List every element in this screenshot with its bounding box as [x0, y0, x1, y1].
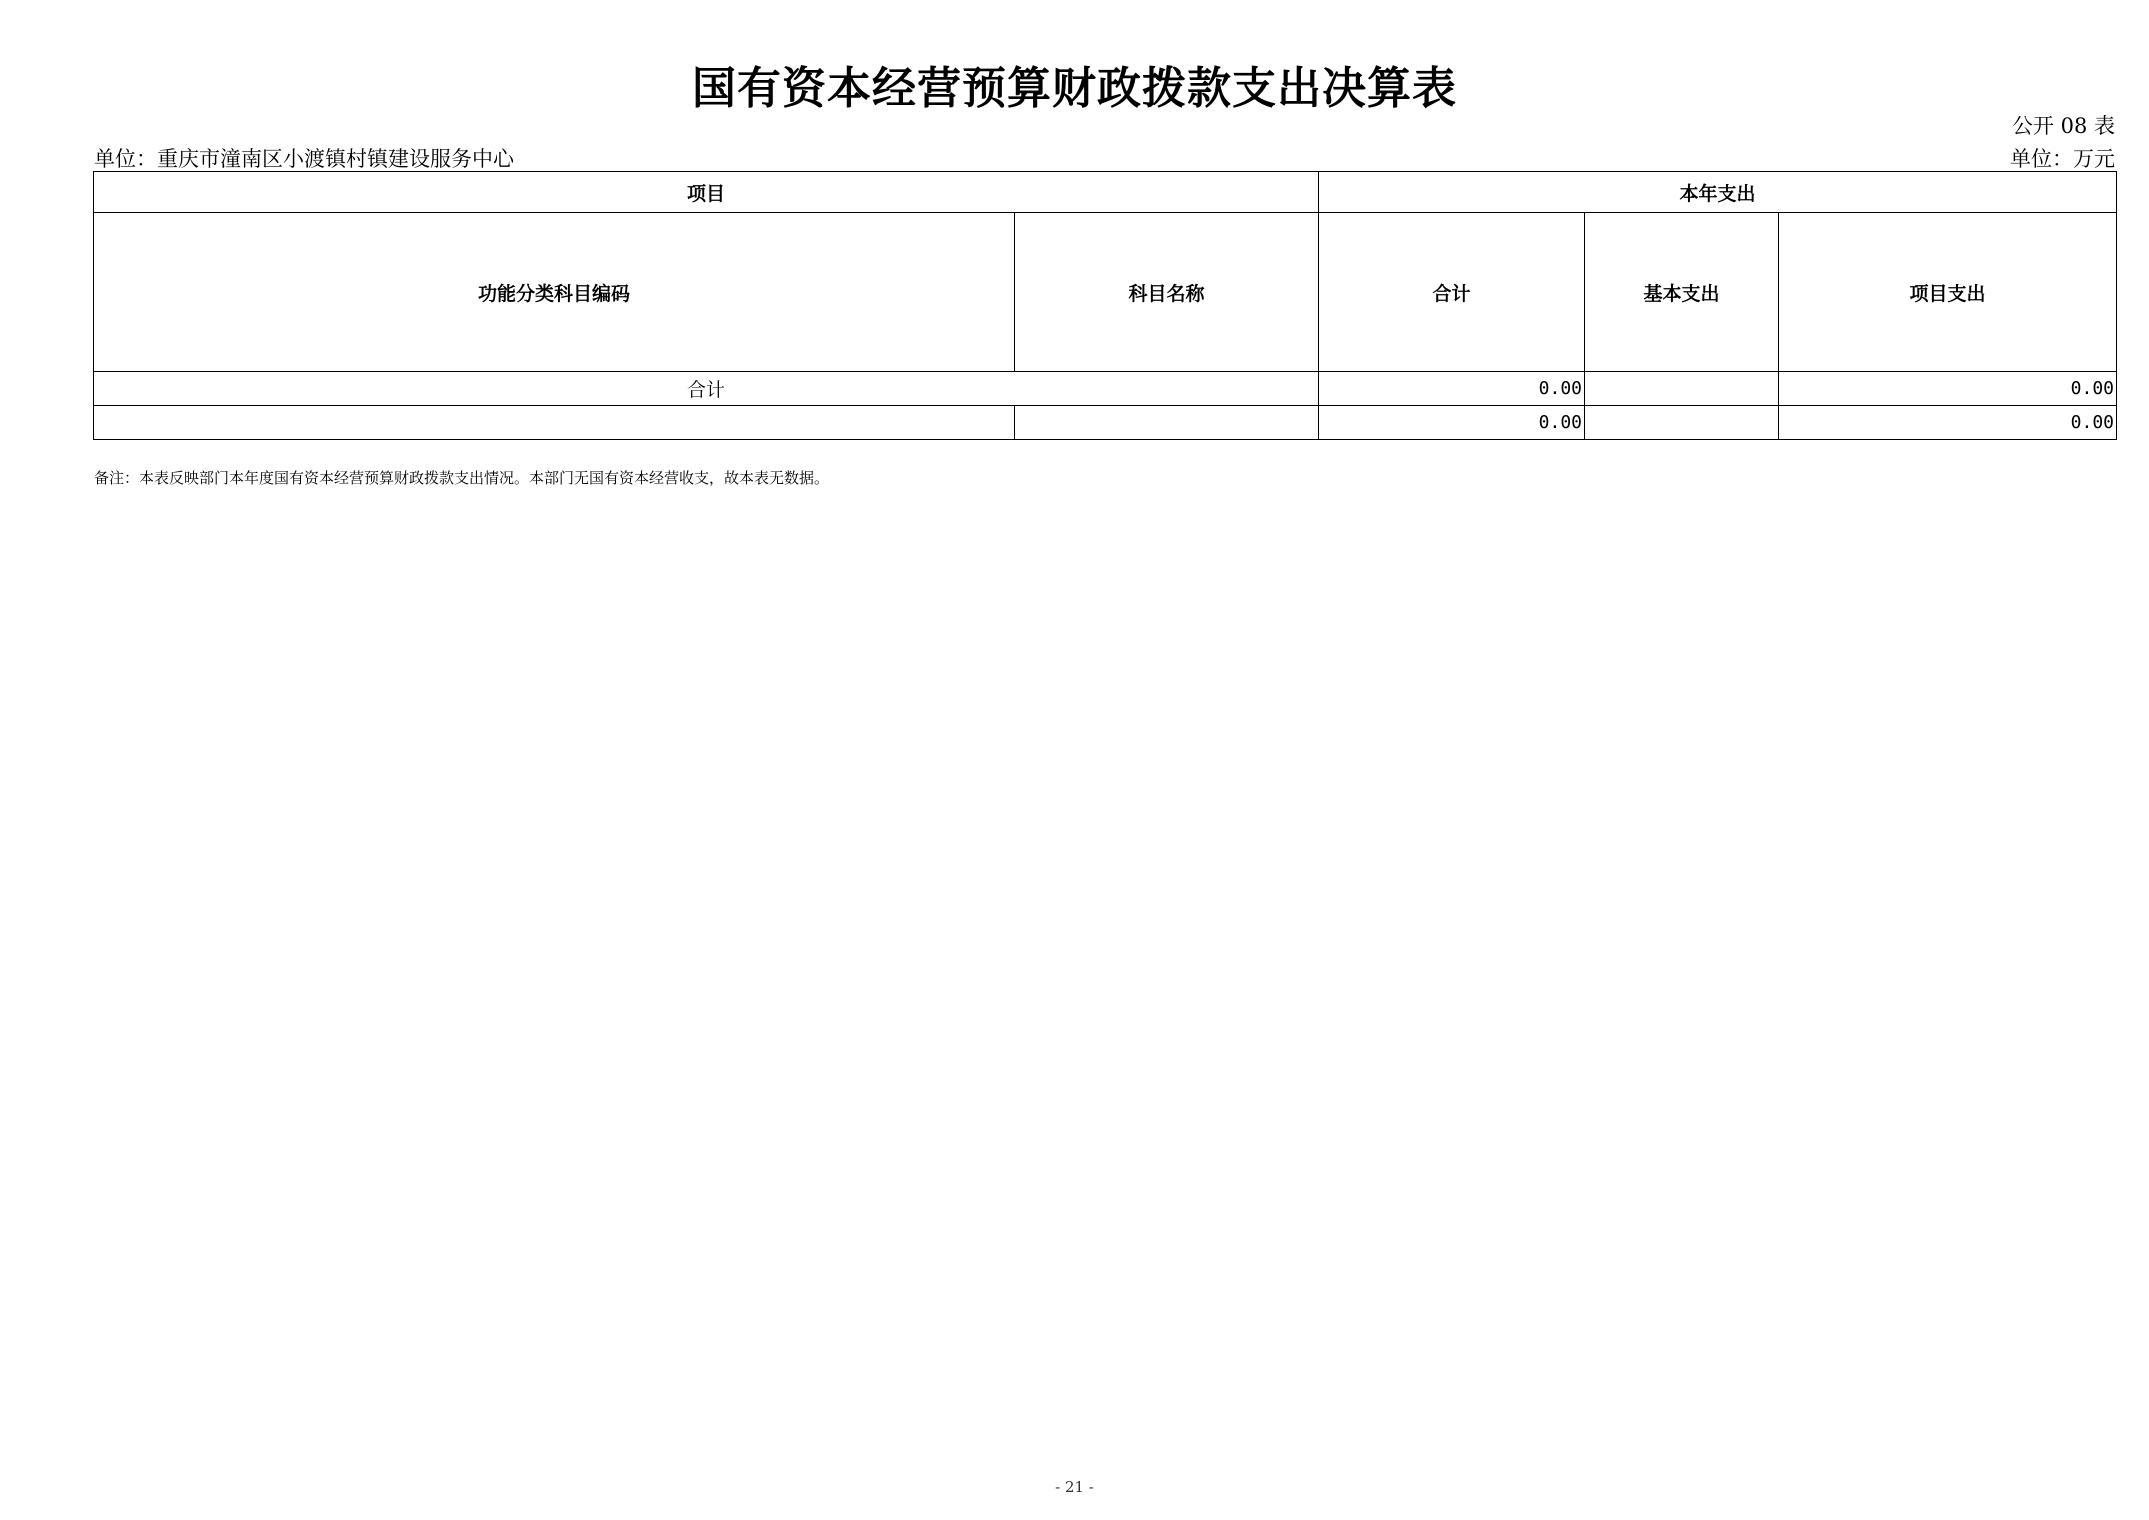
row-total: 0.00 — [1319, 406, 1585, 440]
total-row-basic — [1585, 372, 1779, 406]
page-number: - 21 - — [1055, 1478, 1094, 1496]
currency-unit: 单位：万元 — [2010, 147, 2115, 171]
header-item: 项目 — [94, 172, 1319, 213]
table-row — [94, 406, 2117, 440]
total-row-total: 0.00 — [1319, 372, 1585, 406]
total-row-project: 0.00 — [1779, 372, 2117, 406]
footnote: 备注：本表反映部门本年度国有资本经营预算财政拨款支出情况。本部门无国有资本经营收支，故本表无数据。 — [94, 469, 830, 487]
total-row-label: 合计 — [94, 372, 1319, 406]
header-row-group — [94, 172, 2117, 213]
header-basic-expense: 基本支出 — [1585, 213, 1779, 372]
header-total: 合计 — [1319, 213, 1585, 372]
row-basic — [1585, 406, 1779, 440]
total-row — [94, 372, 2117, 406]
page-title: 国有资本经营预算财政拨款支出决算表 — [692, 63, 1457, 114]
header-current-year-expense: 本年支出 — [1319, 172, 2117, 213]
header-project-expense: 项目支出 — [1779, 213, 2117, 372]
row-name — [1015, 406, 1319, 440]
row-code — [94, 406, 1015, 440]
reporting-unit: 单位：重庆市潼南区小渡镇村镇建设服务中心 — [94, 147, 514, 171]
header-row-columns — [94, 213, 2117, 372]
header-subject-name: 科目名称 — [1015, 213, 1319, 372]
form-number: 公开 08 表 — [2011, 114, 2115, 138]
header-function-code: 功能分类科目编码 — [94, 213, 1015, 372]
row-project: 0.00 — [1779, 406, 2117, 440]
expenditure-table — [93, 171, 2117, 440]
